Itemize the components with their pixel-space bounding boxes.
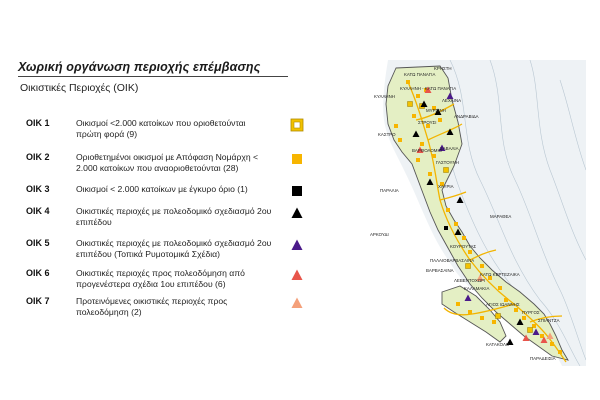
legend-description: Οικισμοί <2.000 κατοίκων που οριοθετούνται πρώτη φορά (9): [76, 118, 246, 139]
triangle-icon: [290, 238, 304, 252]
place-label: ΚΑΤΩ ΠΑΝΑΓΙΑ: [404, 72, 436, 77]
place-label: ΑΡΚΟΥΔΙ: [370, 232, 389, 237]
settlement-marker: [454, 222, 458, 226]
legend-row: [26, 152, 308, 180]
square-outline-icon: [290, 118, 304, 132]
page-subtitle: Οικιστικές Περιοχές (ΟΙΚ): [20, 82, 139, 94]
settlement-marker-new: [496, 314, 501, 319]
legend-code: ΟΙΚ 2: [26, 152, 50, 162]
place-label: ΛΕΧΑΙΝΑ: [442, 98, 462, 103]
place-label: ΚΑΛΑΜΑΚΙΑ: [464, 286, 490, 291]
settlement-marker: [428, 172, 432, 176]
settlement-marker: [550, 342, 554, 346]
settlement-marker: [462, 236, 466, 240]
settlement-marker: [432, 154, 436, 158]
place-label: ΛΕΒΕΝΤΟΧΩΡΙ: [454, 278, 486, 283]
square-filled-icon: [290, 152, 304, 166]
legend-code: ΟΙΚ 5: [26, 238, 50, 248]
legend-description: Οριοθετημένοι οικισμοί με Απόφαση Νομάρχη < 2.000 κατοίκων που αναοριοθετούνται (28): [76, 152, 259, 173]
legend-code: ΟΙΚ 3: [26, 184, 50, 194]
legend-row: [26, 268, 308, 296]
settlement-marker: [394, 124, 398, 128]
place-label: ΠΑΛΑΙΟΒΑΡΒΑΣΑΙΝΑ: [430, 258, 475, 263]
legend-description: Οικισμοί < 2.000 κατοίκων με έγκυρο όριο (1): [76, 184, 248, 194]
place-label: ΣΑΒΑΛΙΑ: [440, 146, 459, 151]
place-label: ΒΑΡΘΟΛΟΜΙΟ: [412, 148, 443, 153]
settlement-marker: [480, 264, 484, 268]
place-label: ΜΥΡΣΙΝΗ: [426, 108, 446, 113]
legend-code: ΟΙΚ 4: [26, 206, 50, 216]
settlement-marker: [416, 94, 420, 98]
legend-description: Οικιστικές περιοχές με πολεοδομικό σχεδιασμό 2ου επιπέδου: [76, 206, 272, 227]
place-label: ΒΑΡΒΑΣΑΙΝΑ: [426, 268, 454, 273]
settlement-marker: [514, 308, 518, 312]
place-label: ΚΥΛΛΗΝΗ: [374, 94, 395, 99]
settlement-marker: [398, 138, 402, 142]
legend-description: Οικιστικές περιοχές με πολεοδομικό σχεδιασμό 2ου επιπέδου (Τοπικά Ρυμοτομικά Σχέδια): [76, 238, 272, 259]
legend-code: ΟΙΚ 1: [26, 118, 50, 128]
triangle-icon: [290, 268, 304, 282]
settlement-marker: [558, 350, 562, 354]
place-label: ΑΝΔΡΑΒΙΔΑ: [454, 114, 479, 119]
place-label: ΚΑΤΩ ΚΕΡΤΕΖΑΙΚΑ: [480, 272, 520, 277]
place-label: ΑΓΙΟΣ ΙΩΑΝΝΗΣ: [486, 302, 520, 307]
triangle-icon: [290, 296, 304, 310]
settlement-marker: [522, 316, 526, 320]
title-block: [18, 60, 288, 77]
settlement-marker: [446, 208, 450, 212]
place-label: ΠΑΡΑΛΙΑ: [380, 188, 399, 193]
settlement-marker: [498, 286, 502, 290]
place-label: ΓΑΣΤΟΥΝΗ: [436, 160, 459, 165]
place-label: ΠΑΡΑΔΕΙΣΙΑ: [530, 356, 556, 361]
settlement-marker-new: [528, 328, 533, 333]
settlement-marker: [480, 316, 484, 320]
place-label: ΧΑΥΡΙΑ: [438, 184, 454, 189]
settlement-marker: [540, 334, 544, 338]
settlement-marker: [420, 142, 424, 146]
settlement-marker-new: [408, 102, 413, 107]
settlement-marker: [468, 250, 472, 254]
triangle-icon: [290, 206, 304, 220]
place-label: ΚΑΤΑΚΟΛΟ: [486, 342, 510, 347]
place-label: ΜΑΡΑΘΕΑ: [490, 214, 512, 219]
place-label: ΚΟΥΡΟΥΤΑΣ: [450, 244, 477, 249]
settlement-marker: [416, 158, 420, 162]
place-label: ΣΤΡΟΥΣΙ: [418, 120, 437, 125]
map-canvas: [330, 60, 586, 366]
settlement-marker: [412, 114, 416, 118]
map: [330, 60, 586, 366]
place-label: ΣΠΙΑΝΤΖΑ: [538, 318, 560, 323]
legend-row: [26, 296, 308, 324]
settlement-marker: [492, 320, 496, 324]
settlement-marker: [468, 310, 472, 314]
legend-description: Προτεινόμενες οικιστικές περιοχές προς πολεοδόμηση (2): [76, 296, 228, 317]
settlement-marker: [438, 118, 442, 122]
settlement-marker: [406, 80, 410, 84]
settlement-marker: [456, 302, 460, 306]
legend-description: Οικιστικές περιοχές προς πολεοδόμηση από προγενέστερα σχέδια 1ου επιπέδου (6): [76, 268, 245, 289]
place-label: ΠΥΡΓΟΣ: [522, 310, 540, 315]
settlement-marker-new: [466, 264, 471, 269]
legend-code: ΟΙΚ 7: [26, 296, 50, 306]
settlement-marker-new: [444, 168, 449, 173]
square-filled-icon: [290, 184, 304, 198]
place-label: ΚΡΗΣΤΗ: [434, 66, 452, 71]
settlement-marker-valid: [444, 226, 448, 230]
legend-row: [26, 206, 308, 234]
place-label: ΚΑΣΤΡΟ: [378, 132, 396, 137]
place-label: ΚΥΛΛΗΝΗ - ΚΑΤΩ ΠΑΝΑΓΙΑ: [400, 86, 457, 91]
legend-code: ΟΙΚ 6: [26, 268, 50, 278]
page-title: Χωρική οργάνωση περιοχής επέμβασης: [18, 60, 288, 77]
legend-row: [26, 238, 308, 266]
legend-row: [26, 118, 308, 146]
